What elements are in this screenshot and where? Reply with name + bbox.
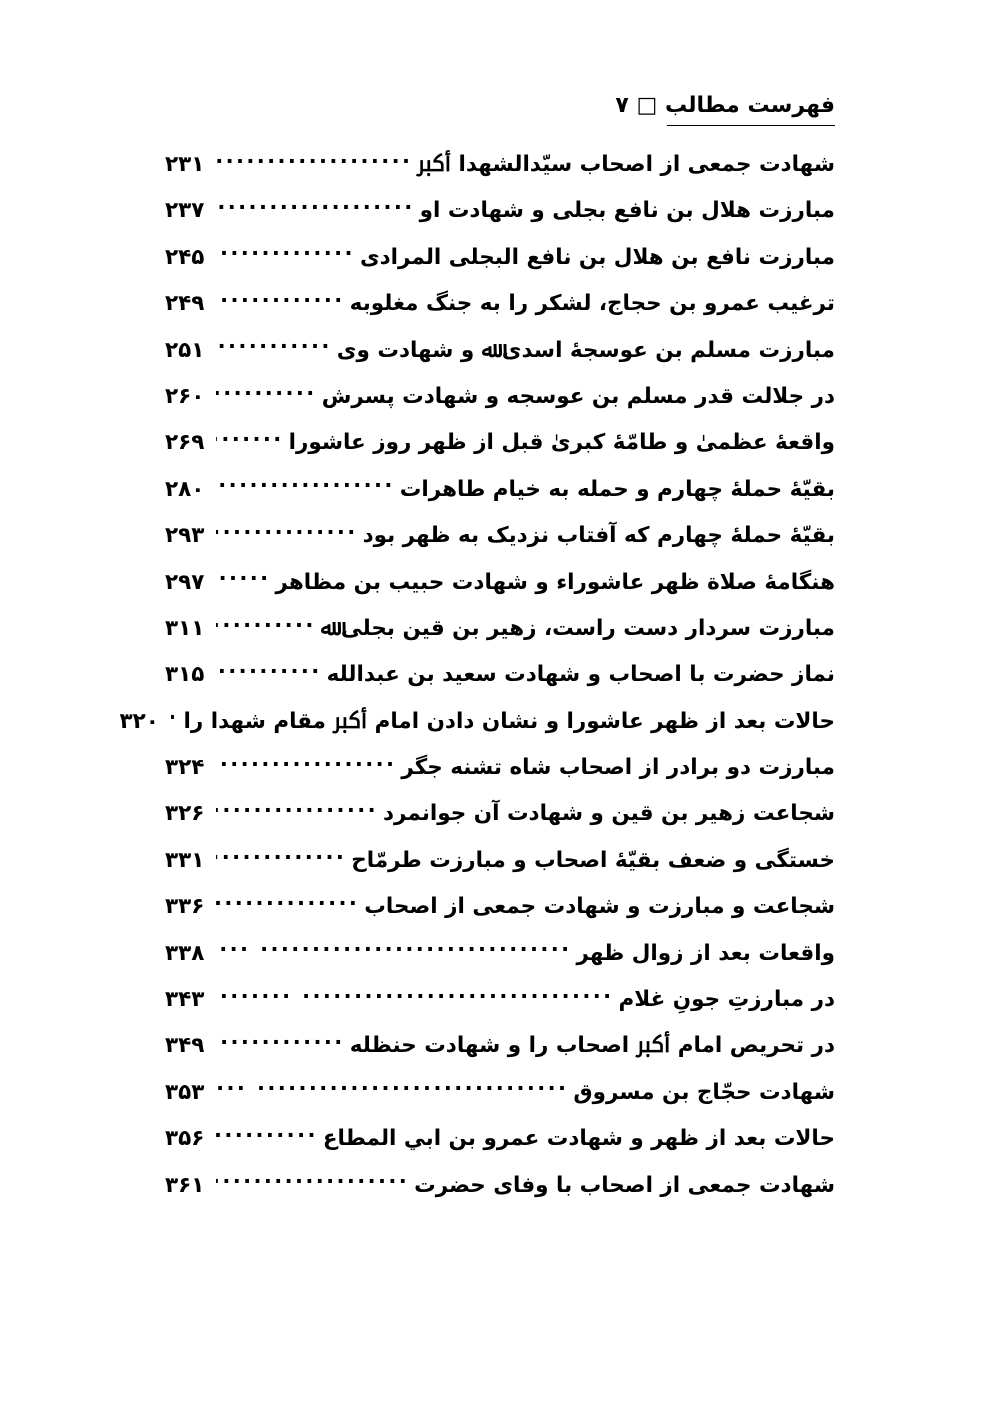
toc-entry-title: مبارزت هلال بن نافع بجلی و شهادت او: [419, 198, 835, 224]
toc-dot-leader: [216, 294, 345, 310]
toc-dot-leader: [216, 480, 395, 496]
toc-dot-leader: [216, 804, 378, 820]
toc-entry-page-number: ۳۳۸: [165, 940, 205, 966]
running-head-title: فهرست مطالب: [664, 93, 835, 118]
toc-entry-page-number: ۲۹۷: [165, 569, 205, 595]
toc-dot-leader: [171, 712, 179, 728]
toc-entry-title: حالات بعد از ظهر و شهادت عمرو بن ابي المطاع: [322, 1126, 835, 1152]
table-of-contents-list: [119, 152, 835, 1219]
toc-dot-leader: [216, 619, 316, 635]
toc-dot-leader: [216, 387, 317, 403]
running-head-separator: □: [636, 93, 658, 118]
toc-entry-title: حالات بعد از ظهر عاشورا و نشان دادن امام ﷳ مقام شهدا را: [183, 708, 835, 734]
toc-entry-page-number: ۲۵۱: [165, 337, 205, 363]
toc-entry-title: واقعهٔ عظمیٰ و طامّهٔ کبریٰ قبل از ظهر روز عاشورا: [288, 430, 835, 456]
toc-entry-page-number: ۳۲۶: [165, 801, 205, 827]
toc-entry-title: شهادت جمعی از اصحاب با وفای حضرت: [414, 1172, 835, 1198]
toc-entry-title: در مبارزتِ جونِ غلام: [618, 987, 835, 1013]
toc-entry-title: مبارزت مسلم بن عوسجهٔ اسدی ﷲ و شهادت وی: [336, 337, 835, 363]
toc-entry-page-number: ۲۳۱: [165, 152, 205, 177]
toc-entry-page-number: ۳۵۳: [165, 1079, 205, 1105]
toc-entry-page-number: ۲۶۰: [165, 383, 205, 409]
toc-dot-leader: [216, 248, 355, 264]
toc-entry-title: ترغیب عمرو بن حجاج، لشکر را به جنگ مغلوبه: [349, 291, 835, 317]
toc-dot-leader: [216, 758, 396, 774]
toc-entry-page-number: ۳۲۰: [119, 708, 159, 734]
toc-entry-page-number: ۳۲۴: [165, 755, 205, 781]
toc-entry-page-number: ۳۳۶: [165, 894, 205, 920]
toc-entry-page-number: ۳۳۱: [165, 847, 205, 873]
toc-dot-leader: [216, 573, 271, 589]
toc-entry-title: مبارزت دو برادر از اصحاب شاه تشنه جگر: [401, 755, 835, 781]
toc-dot-leader: [216, 526, 358, 542]
toc-entry-page-number: ۳۶۱: [165, 1172, 205, 1198]
running-head-text: [615, 92, 835, 120]
toc-dot-leader: [216, 665, 322, 681]
toc-dot-leader: [216, 851, 346, 867]
toc-entry-title: شجاعت و مبارزت و شهادت جمعی از اصحاب: [364, 894, 835, 920]
toc-entry[interactable]: [165, 662, 835, 708]
toc-entry-title: نماز حضرت با اصحاب و شهادت سعید بن عبدالله: [326, 662, 835, 688]
toc-entry-page-number: ۲۳۷: [165, 198, 205, 224]
toc-dot-leader: [216, 1083, 568, 1099]
toc-entry-page-number: ۳۴۹: [165, 1033, 205, 1059]
running-head: [165, 92, 835, 126]
toc-entry-title: واقعات بعد از زوال ظهر: [576, 940, 835, 966]
toc-entry-page-number: ۲۴۵: [165, 244, 205, 270]
toc-entry-page-number: ۲۴۹: [165, 291, 205, 317]
toc-entry-page-number: ۲۶۹: [165, 430, 205, 456]
toc-entry-page-number: ۲۸۰: [165, 476, 205, 502]
toc-dot-leader: [216, 201, 415, 217]
toc-dot-leader: [216, 944, 571, 960]
toc-entry-title: مبارزت نافع بن هلال بن نافع البجلی المرادی: [359, 244, 835, 270]
toc-entry-page-number: ۳۵۶: [165, 1126, 205, 1152]
toc-entry-page-number: ۳۱۱: [165, 615, 205, 641]
toc-entry-title: بقیّهٔ حملهٔ چهارم و حمله به خیام طاهرات: [399, 476, 835, 502]
toc-entry-title: در جلالت قدر مسلم بن عوسجه و شهادت پسرش: [321, 383, 835, 409]
toc-entry-page-number: ۲۹۳: [165, 523, 205, 549]
toc-entry-page-number: ۳۱۵: [165, 662, 205, 688]
toc-entry-title: بقیّهٔ حملهٔ چهارم که آفتاب نزدیک به ظهر بود: [362, 523, 835, 549]
toc-dot-leader: [216, 1129, 318, 1145]
toc-entry-title: در تحریص امام ﷳ اصحاب را و شهادت حنظله: [349, 1033, 835, 1059]
toc-entry-title: خستگی و ضعف بقیّهٔ اصحاب و مبارزت طرمّاح: [351, 847, 835, 873]
toc-entry-title: شهادت جمعی از اصحاب سیّدالشهدا ﷳ: [417, 152, 835, 177]
toc-entry-title: هنگامهٔ صلاة ظهر عاشوراء و شهادت حبیب بن مظاهر: [275, 569, 835, 595]
toc-dot-leader: [216, 990, 614, 1006]
running-head-page-number: ۷: [615, 93, 629, 118]
header-divider-rule: [667, 125, 835, 127]
toc-entry-title: شجاعت زهیر بن قین و شهادت آن جوانمرد: [383, 801, 835, 827]
toc-dot-leader: [216, 1036, 345, 1052]
toc-dot-leader: [216, 1176, 409, 1192]
toc-dot-leader: [216, 433, 284, 449]
toc-entry-page-number: ۳۴۳: [165, 987, 205, 1013]
toc-dot-leader: [216, 155, 412, 171]
toc-dot-leader: [216, 897, 359, 913]
toc-entry[interactable]: [165, 1173, 835, 1219]
toc-entry-title: شهادت حجّاج بن مسروق: [573, 1079, 835, 1105]
toc-entry-title: مبارزت سردار دست راست، زهیر بن قین بجلی ﷲ: [320, 615, 835, 641]
toc-dot-leader: [216, 341, 332, 357]
